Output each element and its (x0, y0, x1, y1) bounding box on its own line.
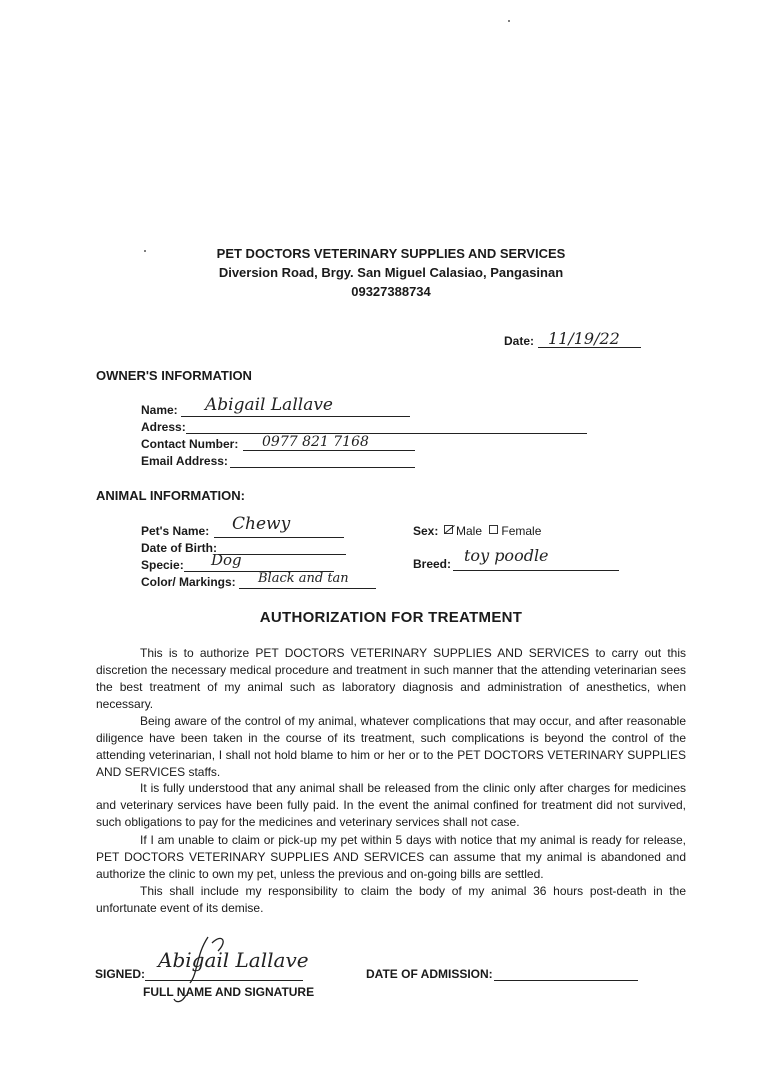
pet-name-label: Pet's Name: (141, 524, 210, 538)
auth-paragraph-1: This is to authorize PET DOCTORS VETERINARY SUPPLIES AND SERVICES to carry out this discretion the necessary medical procedure and treatment in such manner that the attending veterinarian sees the best treatment of my animal such as laboratory diagnosis and administration of anesthetics, when necessary. (96, 646, 686, 711)
animal-heading: ANIMAL INFORMATION: (96, 488, 245, 503)
clinic-phone: 09327388734 (351, 284, 431, 299)
specie-value: Dog (211, 551, 242, 569)
auth-paragraph-2: Being aware of the control of my animal, whatever complications that may occur, and after reasonable diligence have been taken in the course of its treatment, such complications is beyond the control of the attending veterinarian, I shall not hold blame to him or her or to the PET DOCTORS VETERINARY SUPPLIES AND SERVICES staffs. (96, 714, 686, 779)
pet-name-value: Chewy (232, 514, 291, 534)
dob-label: Date of Birth: (141, 541, 217, 555)
auth-paragraph-4: If I am unable to claim or pick-up my pet within 5 days with notice that my animal is ready for release, PET DOCTORS VETERINARY SUPPLIES AND SERVICES can assume that my animal is abandoned and authorize the clinic to own my pet, unless the previous and on-going bills are settled. (96, 833, 686, 881)
sex-options (440, 524, 541, 538)
owner-email-field[interactable] (230, 453, 415, 468)
breed-value: toy poodle (464, 546, 549, 565)
specie-label: Specie: (141, 558, 184, 572)
specie-field[interactable] (184, 557, 334, 572)
owner-email-label: Email Address: (141, 454, 228, 468)
auth-paragraph-3: It is fully understood that any animal shall be released from the clinic only after charges for medicines and veterinary services have been fully paid. In the event the animal confined for treatment did not survived, such obligations to pay for the medicines and veterinary services shall not case. (96, 781, 686, 829)
scan-speck (508, 20, 510, 22)
admission-label: DATE OF ADMISSION: (366, 967, 493, 981)
owner-heading: OWNER'S INFORMATION (96, 368, 252, 383)
signature-handwritten: Abigail Lallave (158, 948, 309, 972)
color-label: Color/ Markings: (141, 575, 236, 589)
sex-male-label: Male (456, 524, 483, 538)
auth-paragraph-5: This shall include my responsibility to claim the body of my animal 36 hours post-death in the unfortunate event of its demise. (96, 884, 686, 915)
color-value: Black and tan (258, 571, 349, 586)
sex-female-label: Female (501, 524, 542, 538)
date-label: Date: (504, 334, 535, 348)
sex-label: Sex: (413, 524, 439, 538)
date-value: 11/19/22 (548, 329, 620, 348)
signed-label: SIGNED: (95, 967, 146, 981)
owner-address-field[interactable] (186, 419, 587, 434)
owner-name-value: Abigail Lallave (205, 395, 333, 415)
authorization-title: AUTHORIZATION FOR TREATMENT (259, 609, 523, 626)
owner-name-label: Name: (141, 403, 178, 417)
sex-female-checkbox[interactable] (489, 525, 498, 534)
admission-field[interactable] (494, 966, 638, 981)
breed-label: Breed: (413, 557, 452, 571)
sex-male-checkbox[interactable] (444, 525, 453, 534)
owner-contact-label: Contact Number: (141, 437, 239, 451)
signature-caption: FULL NAME AND SIGNATURE (143, 985, 315, 999)
scan-speck (144, 250, 146, 252)
owner-address-label: Adress: (141, 420, 186, 434)
clinic-name: PET DOCTORS VETERINARY SUPPLIES AND SERVICES (216, 246, 566, 261)
owner-contact-value: 0977 821 7168 (262, 434, 369, 450)
clinic-address: Diversion Road, Brgy. San Miguel Calasiao, Pangasinan (218, 265, 564, 280)
